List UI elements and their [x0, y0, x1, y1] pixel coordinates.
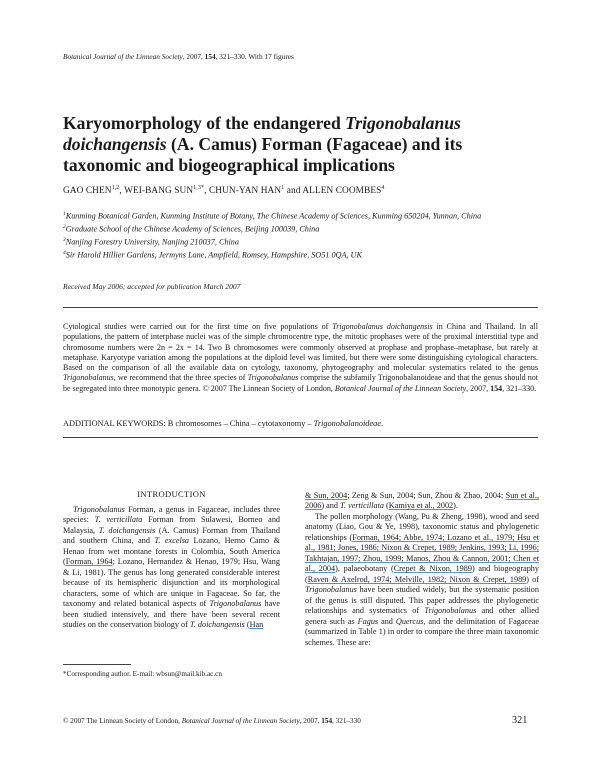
citation-link[interactable]: Forman, 1964	[65, 557, 113, 567]
citation-link[interactable]: Kamiya et al., 2002	[388, 501, 454, 511]
author-name: CHUN-YAN HAN	[208, 186, 282, 197]
copyright-footer: © 2007 The Linnean Society of London, Botanical Journal of the Linnean Society, 2007, 154, 321–330	[63, 717, 361, 725]
abstract: Cytological studies were carried out for the first time on five populations of Trigonobalanus doichangensis in China and Thailand. In all populations, the pattern of interphase nuclei was of the simple chromocentre type, the mitotic prophases were of the proximal interstitial type and chromosome numbers were 2n = 2x = 14. Two B chromosomes were commonly observed at prophase and prophase–metaphase, but rarely at metaphase. Karyotype variation among the populations at the diploid level was limited, but there were some distinguishing cytological characters. Based on the comparison of all the available data on cytology, taxonomy, phytogeography and molecular systematics related to the genus Trigonobalanus, we recommend that the three species of Trigonobalanus comprise the subfamily Trigonobalanoideae and that the genus should not be segregated into three monotypic genera. © 2007 The Linnean Society of London, Botanical Journal of the Linnean Society, 2007, 154, 321–330.	[63, 322, 539, 393]
author-name: WEI-BANG SUN	[124, 186, 194, 197]
citation-link[interactable]: Raven & Axelrod, 1974; Melville, 1982; Nixon & Crepet, 1989	[307, 574, 527, 584]
citation-link[interactable]: Crepet & Nixon, 1989	[393, 564, 472, 574]
page-number: 321	[512, 715, 528, 726]
affiliation: $^3$Nanjing Forestry University, Nanjing 210037, China	[63, 237, 239, 248]
citation-link[interactable]: Sun et al., 2006	[305, 491, 539, 511]
citation-link[interactable]: & Sun, 2004	[305, 491, 348, 500]
footnote: *Corresponding author. E-mail: wbsun@mail.kib.ac.cn	[63, 670, 222, 678]
body-column-right: & Sun, 2004; Zeng & Sun, 2004; Sun, Zhou & Zhao, 2004; Sun et al., 2006) and T. verticillata (Kamiya et al., 2002). The pollen morphology (Wang, Pu & Zheng, 1998), wood and seed anatomy (Liao, Gou & Ye, 1998), taxonomic status and phylogenetic relationships (Forman, 1964; Abbe, 1974; Lozano et al., 1979; Hsu et al., 1981; Jones, 1986; Nixon & Crepet, 1989; Jenkins, 1993; Li, 1996; Takhtajan, 1997; Zhou, 1999; Manos, Zhou & Cannon, 2001; Chen et al., 2004), palaeobotany (Crepet & Nixon, 1989) and biogeography (Raven & Axelrod, 1974; Melville, 1982; Nixon & Crepet, 1989) of Trigonobalanus have been studied widely, but the systematic position of the genus is still disputed. This paper addresses the phylogenetic relationships and systematics of Trigonobalanus and other allied genera such as Fagus and Quercus, and the delimitation of Fagaceae (summarized in Table 1) in order to compare the three main taxonomic schemes. These are:	[305, 491, 539, 647]
section-heading: INTRODUCTION	[137, 489, 206, 499]
received-dates: Received May 2006; accepted for publication March 2007	[63, 282, 241, 291]
journal-header: Botanical Journal of the Linnean Society, 2007, 154, 321–330. With 17 figures	[63, 52, 294, 61]
citation-link[interactable]: Han	[249, 620, 264, 630]
author-list: GAO CHEN$^{1,2}$, WEI-BANG $SUN^{1,3*}$, CHUN-YAN HAN$^1$ and ALLEN COOMBES$^4$	[63, 185, 385, 197]
body-column-left: Trigonobalanus Forman, a genus in Fagaceae, includes three species: T. verticillata Forman from Sulawesi, Borneo and Malaysia, T. doichangensis (A. Camus) Forman from Thailand and southern China, and T. excelsa Lozano, Herno Camo & Henao from wet montane forests in Colombia, South America (Forman, 1964; Lozano, Hernandez & Henao, 1979; Hsu, Wang & Li, 1981). The genus has long generated considerable interest because of its hemispheric disjunction and its morphological characters, some of which are unique in Fagaceae. So far, the taxonomy and related botanical aspects of Trigonobalanus have been studied intensively, and there have been several recent studies on the conservation biology of T. doichangensis (Han	[63, 505, 281, 630]
citation-link[interactable]: Forman, 1964; Abbe, 1974; Lozano et al., 1979; Hsu et al., 1981; Jones, 1986; Nixon & Crepet, 1989; Jenkins, 1993; Li, 1996; Takhtajan, 1997; Zhou, 1999; Manos, Zhou & Cannon, 2001; Chen et al., 2004	[305, 532, 539, 574]
affiliation: $^4$Sir Harold Hillier Gardens, Jermyns Lane, Ampfield, Romsey, Hampshire, SO51 0QA, UK	[63, 250, 362, 261]
footnote-divider	[63, 664, 131, 665]
author-name: GAO CHEN	[63, 186, 112, 197]
article-title: Karyomorphology of the endangered Trigonobalanus doichangensis (A. Camus) Forman (Fagaceae) and its taxonomic and biogeographical implications	[63, 113, 463, 175]
affiliations	[63, 209, 541, 262]
divider	[63, 437, 538, 438]
author-name: ALLEN COOMBES	[302, 186, 382, 197]
affiliation: $^2$Graduate School of the Chinese Academy of Sciences, Beijing 100039, China	[63, 224, 320, 234]
keywords: ADDITIONAL KEYWORDS: B chromosomes – China – cytotaxonomy – Trigonobalanoideae.	[63, 419, 384, 428]
affiliation: $^1$Kunming Botanical Garden, Kunming Institute of Botany, The Chinese Academy of Sciences, Kunming 650204, Yunnan, China	[63, 211, 482, 221]
divider	[63, 307, 538, 308]
